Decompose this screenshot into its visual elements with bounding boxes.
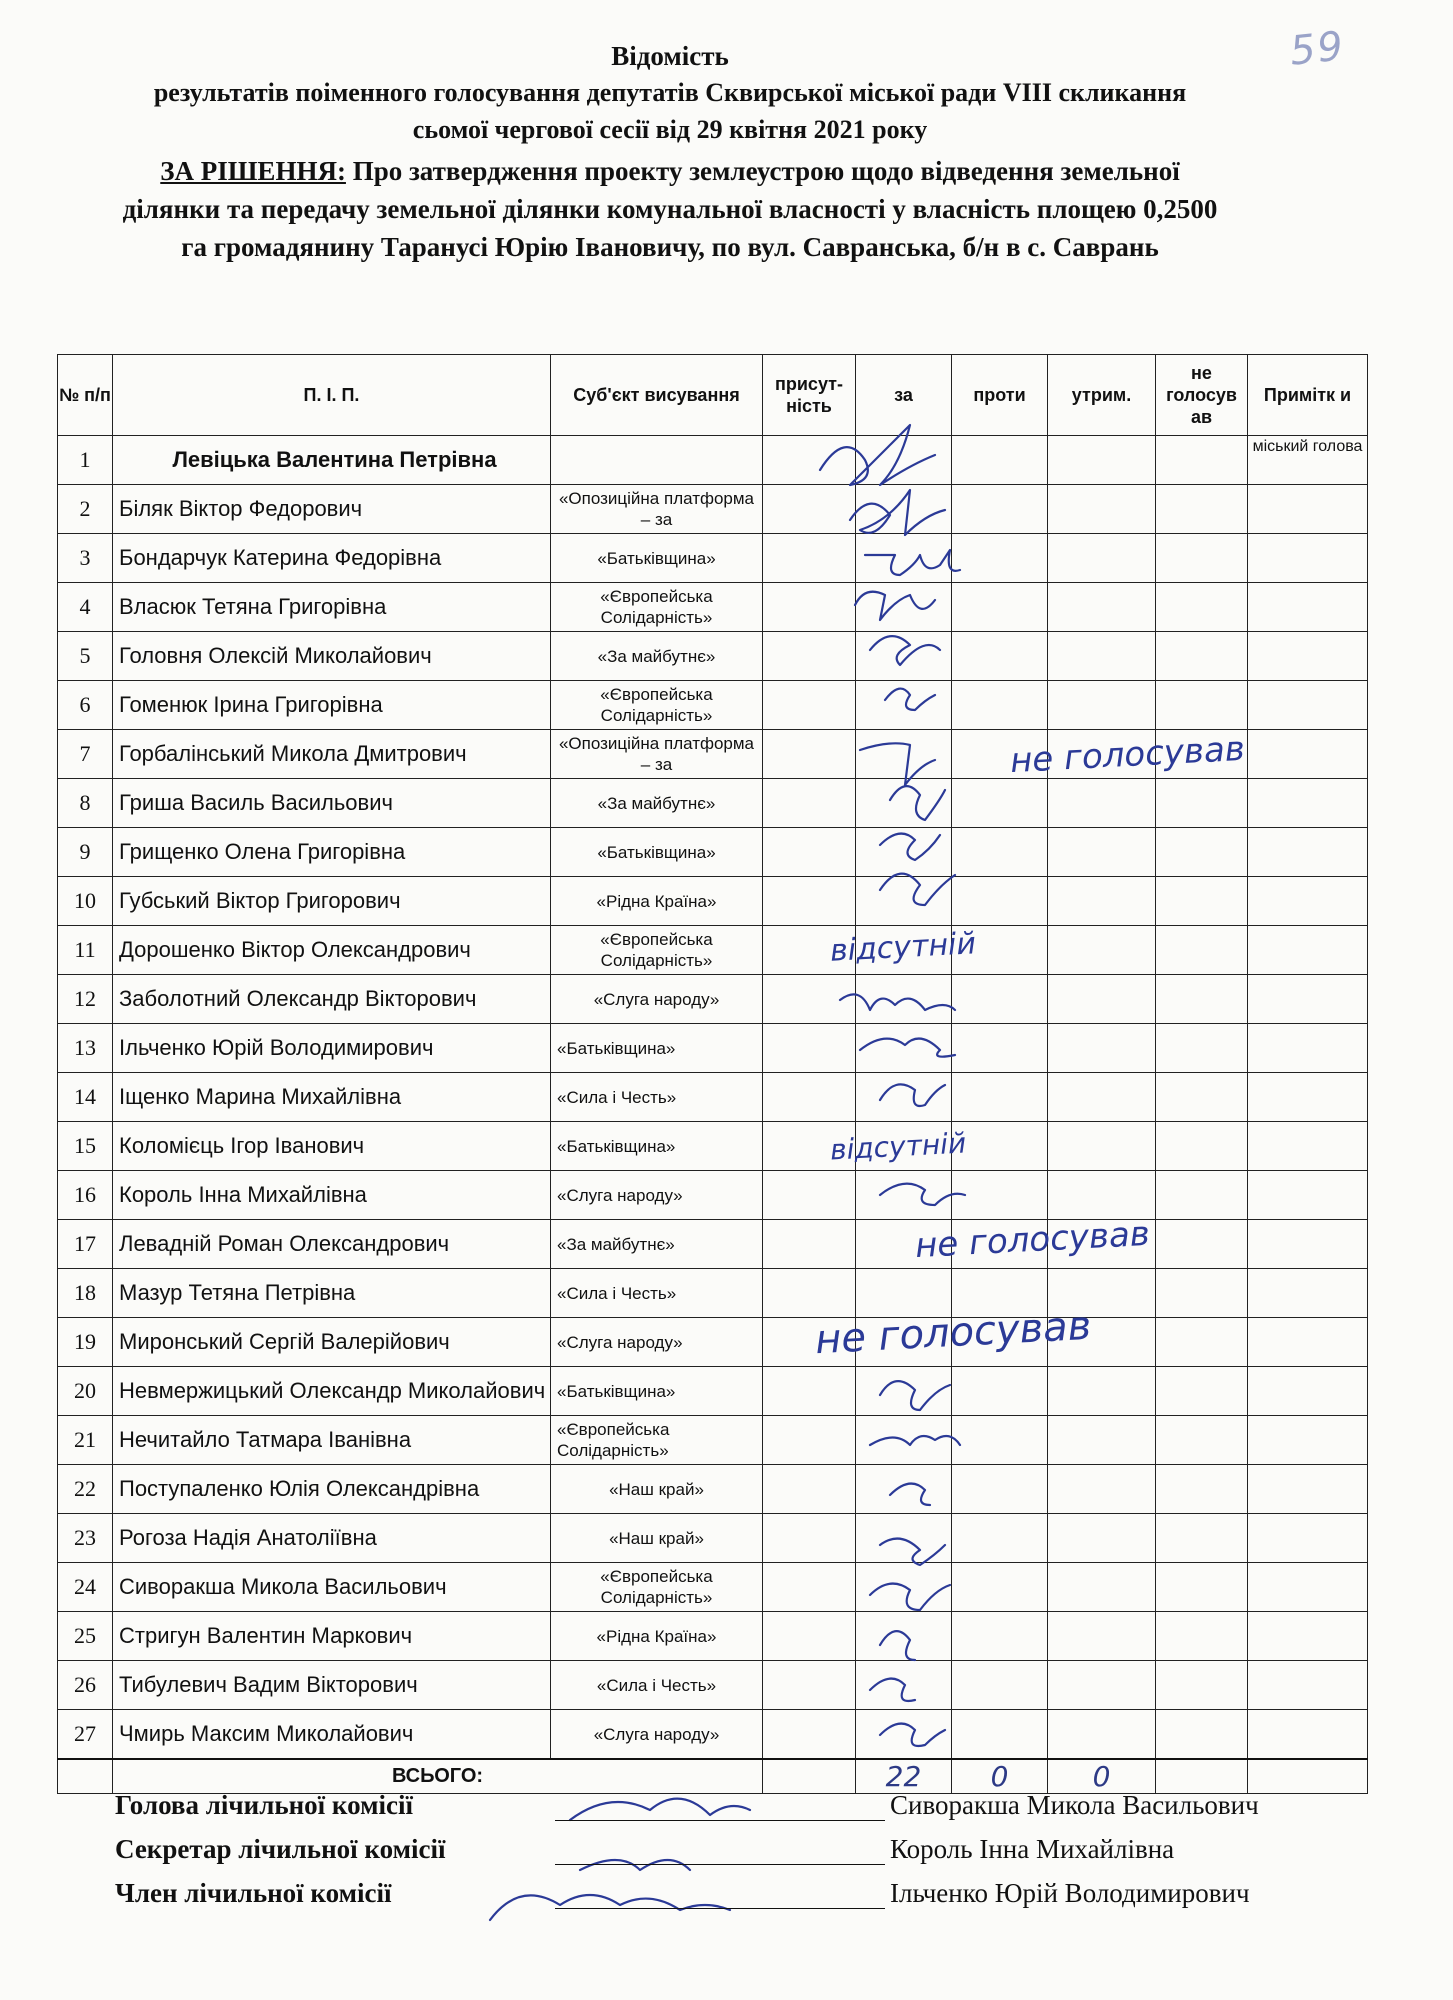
- abstain-cell: [1048, 1563, 1156, 1612]
- deputy-name: Гоменюк Ірина Григорівна: [113, 681, 551, 730]
- abstain-cell: [1048, 926, 1156, 975]
- table-row: [58, 975, 1368, 1024]
- note-cell: [1248, 1220, 1368, 1269]
- row-number: 23: [58, 1514, 113, 1563]
- deputy-party: «Європейська Солідарність»: [551, 583, 763, 632]
- vote-for-cell: [856, 436, 952, 485]
- not-voted-cell: [1156, 1318, 1248, 1367]
- deputy-name: Левіцька Валентина Петрівна: [113, 436, 551, 485]
- row-number: 21: [58, 1416, 113, 1465]
- table-row: [58, 877, 1368, 926]
- not-voted-cell: [1156, 1416, 1248, 1465]
- row-number: 12: [58, 975, 113, 1024]
- vote-against-cell: [952, 877, 1048, 926]
- commission-name: Ільченко Юрій Володимирович: [890, 1878, 1250, 1908]
- vote-against-cell: [952, 1171, 1048, 1220]
- not-voted-cell: [1156, 926, 1248, 975]
- abstain-cell: [1048, 681, 1156, 730]
- deputy-name: Заболотний Олександр Вікторович: [113, 975, 551, 1024]
- deputy-name: Нечитайло Татмара Іванівна: [113, 1416, 551, 1465]
- table-row: [58, 1465, 1368, 1514]
- deputy-name: Власюк Тетяна Григорівна: [113, 583, 551, 632]
- col-header-party: Суб'єкт висування: [551, 355, 763, 436]
- not-voted-cell: [1156, 1220, 1248, 1269]
- vote-for-cell: [856, 1661, 952, 1710]
- col-header-against: проти: [952, 355, 1048, 436]
- deputy-name: Біляк Віктор Федорович: [113, 485, 551, 534]
- col-header-not-voted: не голосув ав: [1156, 355, 1248, 436]
- not-voted-cell: [1156, 1661, 1248, 1710]
- vote-against-cell: [952, 1024, 1048, 1073]
- vote-against-cell: [952, 1661, 1048, 1710]
- total-presence-cell: [763, 1759, 856, 1794]
- deputy-name: Дорошенко Віктор Олександрович: [113, 926, 551, 975]
- not-voted-cell: [1156, 1710, 1248, 1760]
- deputy-party: «Наш край»: [551, 1514, 763, 1563]
- vote-against-cell: [952, 975, 1048, 1024]
- presence-cell: [763, 1073, 856, 1122]
- table-row: [58, 1269, 1368, 1318]
- table-row: [58, 485, 1368, 534]
- table-row: [58, 681, 1368, 730]
- abstain-cell: [1048, 1367, 1156, 1416]
- note-cell: [1248, 779, 1368, 828]
- row-number: 11: [58, 926, 113, 975]
- vote-for-cell: [856, 730, 952, 779]
- handwritten-absent-11: відсутній: [829, 926, 977, 969]
- row-number: 7: [58, 730, 113, 779]
- not-voted-cell: [1156, 1122, 1248, 1171]
- row-number: 15: [58, 1122, 113, 1171]
- abstain-cell: [1048, 1465, 1156, 1514]
- deputy-name: Тибулевич Вадим Вікторович: [113, 1661, 551, 1710]
- vote-for-cell: [856, 1416, 952, 1465]
- row-number: 3: [58, 534, 113, 583]
- presence-cell: [763, 436, 856, 485]
- not-voted-cell: [1156, 1563, 1248, 1612]
- deputy-name: Коломієць Ігор Іванович: [113, 1122, 551, 1171]
- handwritten-absent-15: відсутній: [829, 1126, 967, 1167]
- deputy-name: Рогоза Надія Анатоліївна: [113, 1514, 551, 1563]
- vote-for-cell: [856, 1465, 952, 1514]
- vote-for-cell: [856, 1514, 952, 1563]
- not-voted-cell: [1156, 975, 1248, 1024]
- total-empty-cell: [58, 1759, 113, 1794]
- document-subtitle-line1: результатів поіменного голосування депутатів Сквирської міської ради VIII скликання: [153, 78, 1187, 107]
- note-cell: [1248, 534, 1368, 583]
- vote-against-cell: [952, 1612, 1048, 1661]
- row-number: 1: [58, 436, 113, 485]
- row-number: 27: [58, 1710, 113, 1760]
- note-cell: [1248, 926, 1368, 975]
- vote-for-cell: [856, 1563, 952, 1612]
- deputy-name: Сиворакша Микола Васильович: [113, 1563, 551, 1612]
- deputy-party: «Батьківщина»: [551, 534, 763, 583]
- commission-row: [115, 1878, 1365, 1922]
- not-voted-cell: [1156, 828, 1248, 877]
- row-number: 25: [58, 1612, 113, 1661]
- presence-cell: [763, 1416, 856, 1465]
- vote-against-cell: [952, 632, 1048, 681]
- abstain-cell: [1048, 1612, 1156, 1661]
- counting-commission: [115, 1790, 1365, 1922]
- total-notes-cell: [1248, 1759, 1368, 1794]
- vote-for-cell: [856, 1612, 952, 1661]
- signature-line: [555, 1820, 885, 1821]
- decision-title: [20, 152, 1320, 266]
- note-cell: [1248, 1122, 1368, 1171]
- deputy-party: «Європейська Солідарність»: [551, 681, 763, 730]
- presence-cell: [763, 1220, 856, 1269]
- vote-against-cell: [952, 779, 1048, 828]
- abstain-cell: [1048, 534, 1156, 583]
- abstain-cell: [1048, 632, 1156, 681]
- note-cell: [1248, 975, 1368, 1024]
- deputy-party: «Європейська Солідарність»: [551, 1563, 763, 1612]
- row-number: 2: [58, 485, 113, 534]
- not-voted-cell: [1156, 1024, 1248, 1073]
- note-cell: [1248, 877, 1368, 926]
- not-voted-cell: [1156, 779, 1248, 828]
- row-number: 26: [58, 1661, 113, 1710]
- abstain-cell: [1048, 1514, 1156, 1563]
- signature-line: [555, 1908, 885, 1909]
- table-row: [58, 1367, 1368, 1416]
- commission-role: Член лічильної комісії: [115, 1878, 392, 1908]
- deputy-party: «Батьківщина»: [551, 1122, 763, 1171]
- abstain-cell: [1048, 1024, 1156, 1073]
- presence-cell: [763, 975, 856, 1024]
- decision-text-1: Про затвердження проекту землеустрою щодо відведення земельної: [345, 156, 1180, 186]
- deputy-name: Стригун Валентин Маркович: [113, 1612, 551, 1661]
- deputy-party: «Рідна Країна»: [551, 877, 763, 926]
- deputy-name: Мазур Тетяна Петрівна: [113, 1269, 551, 1318]
- note-cell: [1248, 1612, 1368, 1661]
- col-header-abstain: утрим.: [1048, 355, 1156, 436]
- not-voted-cell: [1156, 583, 1248, 632]
- table-row: [58, 1514, 1368, 1563]
- note-cell: [1248, 1416, 1368, 1465]
- deputy-name: Чмирь Максим Миколайович: [113, 1710, 551, 1760]
- document-subtitle-line2: сьомої чергової сесії від 29 квітня 2021 року: [412, 115, 928, 144]
- note-cell: [1248, 583, 1368, 632]
- row-number: 9: [58, 828, 113, 877]
- vote-for-cell: [856, 583, 952, 632]
- table-row: [58, 1024, 1368, 1073]
- table-row: [58, 1318, 1368, 1367]
- vote-for-cell: [856, 1024, 952, 1073]
- abstain-cell: [1048, 779, 1156, 828]
- table-row: [58, 1710, 1368, 1760]
- commission-name: Сиворакша Микола Васильович: [890, 1790, 1259, 1820]
- deputy-name: Бондарчук Катерина Федорівна: [113, 534, 551, 583]
- deputy-name: Грищенко Олена Григорівна: [113, 828, 551, 877]
- presence-cell: [763, 730, 856, 779]
- note-cell: [1248, 1710, 1368, 1760]
- deputy-name: Поступаленко Юлія Олександрівна: [113, 1465, 551, 1514]
- deputy-party: «Батьківщина»: [551, 1367, 763, 1416]
- deputy-party: «Слуга народу»: [551, 975, 763, 1024]
- abstain-cell: [1048, 1661, 1156, 1710]
- not-voted-cell: [1156, 1465, 1248, 1514]
- document-header: [20, 38, 1320, 266]
- vote-for-cell: [856, 828, 952, 877]
- row-number: 10: [58, 877, 113, 926]
- handwritten-not-voted-7: не голосував: [1009, 728, 1246, 782]
- not-voted-cell: [1156, 632, 1248, 681]
- table-row: [58, 583, 1368, 632]
- vote-against-cell: [952, 1465, 1048, 1514]
- table-row: [58, 1220, 1368, 1269]
- abstain-cell: [1048, 828, 1156, 877]
- total-label: ВСЬОГО:: [113, 1759, 763, 1794]
- presence-cell: [763, 681, 856, 730]
- note-cell: [1248, 1073, 1368, 1122]
- vote-for-cell: [856, 877, 952, 926]
- note-cell: [1248, 632, 1368, 681]
- vote-against-cell: [952, 485, 1048, 534]
- table-row: [58, 534, 1368, 583]
- abstain-cell: [1048, 877, 1156, 926]
- signature-line: [555, 1864, 885, 1865]
- vote-for-cell: [856, 1073, 952, 1122]
- presence-cell: [763, 1612, 856, 1661]
- vote-for-cell: [856, 485, 952, 534]
- table-row: [58, 1073, 1368, 1122]
- handwritten-not-voted-17: не голосував: [914, 1213, 1151, 1267]
- table-header-row: [58, 355, 1368, 436]
- not-voted-cell: [1156, 877, 1248, 926]
- total-abstain-value: 0: [1048, 1759, 1156, 1794]
- row-number: 18: [58, 1269, 113, 1318]
- row-number: 6: [58, 681, 113, 730]
- presence-cell: [763, 1661, 856, 1710]
- vote-against-cell: [952, 436, 1048, 485]
- vote-against-cell: [952, 681, 1048, 730]
- not-voted-cell: [1156, 681, 1248, 730]
- note-cell: [1248, 1514, 1368, 1563]
- abstain-cell: [1048, 485, 1156, 534]
- presence-cell: [763, 583, 856, 632]
- presence-cell: [763, 1465, 856, 1514]
- deputy-party: «Європейська Солідарність»: [551, 1416, 763, 1465]
- presence-cell: [763, 1710, 856, 1760]
- not-voted-cell: [1156, 1367, 1248, 1416]
- presence-cell: [763, 1269, 856, 1318]
- deputy-party: «За майбутнє»: [551, 779, 763, 828]
- not-voted-cell: [1156, 1612, 1248, 1661]
- not-voted-cell: [1156, 1269, 1248, 1318]
- not-voted-cell: [1156, 534, 1248, 583]
- note-cell: [1248, 681, 1368, 730]
- deputy-name: Головня Олексій Миколайович: [113, 632, 551, 681]
- vote-for-cell: [856, 681, 952, 730]
- deputy-name: Горбалінський Микола Дмитрович: [113, 730, 551, 779]
- row-number: 14: [58, 1073, 113, 1122]
- deputy-party: «Європейська Солідарність»: [551, 926, 763, 975]
- presence-cell: [763, 1024, 856, 1073]
- abstain-cell: [1048, 1073, 1156, 1122]
- row-number: 13: [58, 1024, 113, 1073]
- total-not-voted-cell: [1156, 1759, 1248, 1794]
- vote-against-cell: [952, 828, 1048, 877]
- vote-against-cell: [952, 583, 1048, 632]
- voting-table: [57, 354, 1368, 1794]
- deputy-party: «Опозиційна платформа – за: [551, 485, 763, 534]
- vote-for-cell: [856, 1367, 952, 1416]
- deputy-name: Гриша Василь Васильович: [113, 779, 551, 828]
- table-row: [58, 1416, 1368, 1465]
- note-cell: [1248, 1661, 1368, 1710]
- col-header-for: за: [856, 355, 952, 436]
- note-cell: [1248, 1171, 1368, 1220]
- deputy-party: «Батьківщина»: [551, 828, 763, 877]
- deputy-name: Король Інна Михайлівна: [113, 1171, 551, 1220]
- row-number: 22: [58, 1465, 113, 1514]
- note-cell: [1248, 1465, 1368, 1514]
- total-against-value: 0: [952, 1759, 1048, 1794]
- not-voted-cell: [1156, 1073, 1248, 1122]
- decision-text-2: ділянки та передачу земельної ділянки комунальної власності у власність площею 0,2500: [122, 194, 1218, 224]
- decision-text-3: га громадянину Таранусі Юрію Івановичу, по вул. Савранська, б/н в с. Саврань: [181, 232, 1159, 262]
- vote-for-cell: [856, 975, 952, 1024]
- row-number: 20: [58, 1367, 113, 1416]
- row-number: 5: [58, 632, 113, 681]
- commission-row: [115, 1834, 1365, 1878]
- vote-against-cell: [952, 1514, 1048, 1563]
- vote-for-cell: [856, 632, 952, 681]
- deputy-party: «Батьківщина»: [551, 1024, 763, 1073]
- row-number: 17: [58, 1220, 113, 1269]
- note-cell: [1248, 828, 1368, 877]
- not-voted-cell: [1156, 485, 1248, 534]
- table-row: [58, 1122, 1368, 1171]
- abstain-cell: [1048, 1122, 1156, 1171]
- table-row: [58, 1563, 1368, 1612]
- row-number: 4: [58, 583, 113, 632]
- col-header-name: П. І. П.: [113, 355, 551, 436]
- vote-for-cell: [856, 1710, 952, 1760]
- table-row: [58, 828, 1368, 877]
- deputy-party: «За майбутнє»: [551, 632, 763, 681]
- decision-label: ЗА РІШЕННЯ:: [160, 156, 346, 186]
- deputy-party: «Наш край»: [551, 1465, 763, 1514]
- vote-against-cell: [952, 1563, 1048, 1612]
- deputy-party: «Сила і Честь»: [551, 1269, 763, 1318]
- commission-name: Король Інна Михайлівна: [890, 1834, 1175, 1864]
- presence-cell: [763, 877, 856, 926]
- deputy-party: «Рідна Країна»: [551, 1612, 763, 1661]
- row-number: 16: [58, 1171, 113, 1220]
- total-row: [58, 1759, 1368, 1794]
- abstain-cell: [1048, 583, 1156, 632]
- table-row: [58, 1612, 1368, 1661]
- col-header-number: № п/п: [58, 355, 113, 436]
- table-row: [58, 1661, 1368, 1710]
- table-row: [58, 1171, 1368, 1220]
- vote-against-cell: [952, 1416, 1048, 1465]
- table-row: [58, 436, 1368, 485]
- deputy-party: «За майбутнє»: [551, 1220, 763, 1269]
- presence-cell: [763, 779, 856, 828]
- presence-cell: [763, 1514, 856, 1563]
- row-number: 8: [58, 779, 113, 828]
- commission-row: [115, 1790, 1365, 1834]
- commission-role: Секретар лічильної комісії: [115, 1834, 446, 1864]
- deputy-party: «Опозиційна платформа – за: [551, 730, 763, 779]
- handwritten-not-voted-19: не голосував: [813, 1302, 1093, 1364]
- deputy-name: Миронський Сергій Валерійович: [113, 1318, 551, 1367]
- note-cell: міський голова: [1248, 436, 1368, 485]
- deputy-party: «Сила і Честь»: [551, 1661, 763, 1710]
- deputy-name: Ільченко Юрій Володимирович: [113, 1024, 551, 1073]
- table-row: [58, 926, 1368, 975]
- col-header-notes: Примітк и: [1248, 355, 1368, 436]
- abstain-cell: [1048, 1416, 1156, 1465]
- abstain-cell: [1048, 1710, 1156, 1760]
- abstain-cell: [1048, 436, 1156, 485]
- row-number: 24: [58, 1563, 113, 1612]
- presence-cell: [763, 828, 856, 877]
- row-number: 19: [58, 1318, 113, 1367]
- col-header-presence: присут-ність: [763, 355, 856, 436]
- vote-for-cell: [856, 1171, 952, 1220]
- presence-cell: [763, 534, 856, 583]
- presence-cell: [763, 1171, 856, 1220]
- deputy-party: «Слуга народу»: [551, 1710, 763, 1760]
- commission-role: Голова лічильної комісії: [115, 1790, 413, 1820]
- deputy-party: «Слуга народу»: [551, 1171, 763, 1220]
- vote-against-cell: [952, 1073, 1048, 1122]
- vote-against-cell: [952, 1710, 1048, 1760]
- not-voted-cell: [1156, 1171, 1248, 1220]
- vote-against-cell: [952, 1367, 1048, 1416]
- vote-for-cell: [856, 534, 952, 583]
- note-cell: [1248, 1269, 1368, 1318]
- not-voted-cell: [1156, 1514, 1248, 1563]
- deputy-party: «Сила і Честь»: [551, 1073, 763, 1122]
- note-cell: [1248, 485, 1368, 534]
- deputy-name: Іщенко Марина Михайлівна: [113, 1073, 551, 1122]
- page-number: 59: [1287, 23, 1348, 75]
- presence-cell: [763, 1563, 856, 1612]
- vote-for-cell: [856, 779, 952, 828]
- note-cell: [1248, 1318, 1368, 1367]
- deputy-name: Губський Віктор Григорович: [113, 877, 551, 926]
- total-for-value: 22: [856, 1759, 952, 1794]
- deputy-party: «Слуга народу»: [551, 1318, 763, 1367]
- note-cell: [1248, 1563, 1368, 1612]
- note-cell: [1248, 730, 1368, 779]
- table-row: [58, 779, 1368, 828]
- deputy-name: Невмержицький Олександр Миколайович: [113, 1367, 551, 1416]
- presence-cell: [763, 1367, 856, 1416]
- presence-cell: [763, 485, 856, 534]
- presence-cell: [763, 632, 856, 681]
- abstain-cell: [1048, 1171, 1156, 1220]
- document-title: Відомість: [611, 41, 729, 71]
- deputy-party: [551, 436, 763, 485]
- not-voted-cell: [1156, 436, 1248, 485]
- note-cell: [1248, 1024, 1368, 1073]
- vote-against-cell: [952, 534, 1048, 583]
- deputy-name: Левадній Роман Олександрович: [113, 1220, 551, 1269]
- note-cell: [1248, 1367, 1368, 1416]
- abstain-cell: [1048, 975, 1156, 1024]
- table-row: [58, 632, 1368, 681]
